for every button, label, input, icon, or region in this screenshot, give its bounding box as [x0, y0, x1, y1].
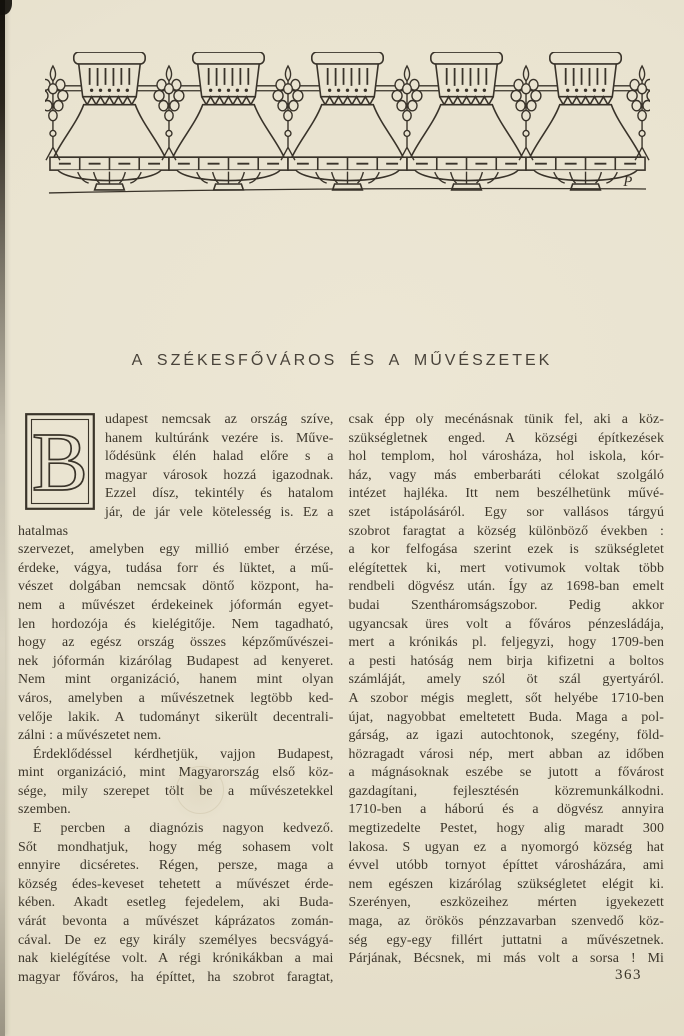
text-line: hol templom, hol városháza, hol iskola, kór-	[348, 449, 664, 465]
text-line: hözragadt városi nép, mert abban az időben	[348, 746, 664, 762]
text-line: csak épp oly mecénásnak tünik fel, aki a köz-	[348, 412, 664, 427]
text-line: sége, mily szerepet tölt be a művészetekkel	[18, 783, 334, 799]
left-column	[18, 411, 334, 987]
text-line: várát bevonta a művészet káprázatos zomán-	[18, 914, 334, 930]
text-line: len hordozója és kielégitője. Nem tagadható,	[18, 616, 334, 632]
text-line: kében. Akadt esetleg fejedelem, aki Buda-	[18, 895, 334, 911]
artist-monogram: P	[623, 173, 633, 190]
text-line: község édes-keveset tehetett a művészet érde-	[18, 876, 334, 892]
text-line: a kor felfogása szerint ezek is szükségletet	[348, 542, 664, 558]
text-line: szervezet, amelyben egy millió ember érzése,	[18, 542, 334, 558]
text-line: nem egészen kizárólag szükségletet elégit ki.	[348, 876, 664, 892]
text-line: intézet hajléka. Itt nem beszélhetünk művé-	[348, 486, 664, 502]
text-line: udapest nemcsak az ország szíve,	[105, 412, 334, 427]
drop-cap-letter: B	[31, 416, 89, 509]
text-line: újat, nagyobbat emeltetett Buda. Maga a pol-	[348, 709, 664, 725]
text-line: hanem kultúránk vezére is. Műve-	[105, 430, 334, 446]
text-line: gazdagítani, fejlesztésén közremunkálkodni.	[348, 783, 664, 799]
text-line: érdeke, vágya, tudása forr és lüktet, a mű-	[18, 560, 334, 576]
drop-cap	[25, 413, 95, 510]
text-line: Sőt mondhatjuk, hogy még sohasem volt	[18, 839, 334, 855]
text-line: szobrot faragtat a község különböző években :	[348, 523, 664, 539]
page-number: 363	[615, 967, 642, 983]
text-line: évvel utóbb tornyot építtet városházára, ami	[348, 858, 664, 874]
text-line: Szerényen, eszközeihez mérten igyekezett	[348, 895, 664, 911]
text-line: vészet dolgában nemcsak döntő központ, ha-	[18, 579, 334, 595]
text-line: lakosa. S ugyan ez a nyomorgó község hat	[348, 839, 664, 855]
text-line: jár, de jár vele kötelesség is. Ez a hatalmas	[18, 504, 334, 539]
text-line: Párjának, Bécsnek, mi más volt a sorsa ! Mi	[348, 951, 664, 967]
text-line: E percben a diagnózis nagyon kedvező.	[33, 821, 334, 837]
text-line: lődésünk élén halad előre s a	[105, 449, 334, 465]
text-line: velője lakik. A tudományt sikerült decentrali-	[18, 709, 334, 725]
paper-stain	[176, 766, 224, 814]
text-line: rendbeli dögvész után. Így az 1698-ban emelt	[348, 579, 664, 595]
text-line: Nem mint organizáció, hanem mint olyan	[18, 672, 334, 688]
text-line: magyar főváros, ha építtet, ha szobrot faragtat,	[18, 969, 334, 985]
text-line: nek jóformán kizárólag Budapest ad kenyeret.	[18, 653, 334, 669]
text-line: a mágnásoknak eszébe se jutott a fővárost	[348, 765, 664, 781]
text-line: mint organizáció, mint Magyarország első köz-	[18, 765, 334, 781]
text-line: ház, vagy más emberbaráti célokat szolgáló	[348, 467, 664, 483]
scan-corner-blot	[0, 0, 12, 15]
text-line: nak kielégítése volt. A régi krónikákban a mai	[18, 951, 334, 967]
text-line: zálni : a művészetet nem.	[18, 728, 162, 744]
text-line: szet istápolásáról. Egy sor vallásos tárgyú	[348, 504, 664, 520]
text-line: A szobor mégis meglett, sőt helyébe 1710-ben	[348, 690, 664, 706]
text-line: nem a művészet érdekeinek jóformán egyet-	[18, 597, 334, 613]
text-line: megtizedelte Pestet, hogy alig maradt 300	[348, 821, 664, 837]
article-body	[18, 411, 664, 987]
text-line: a pesti hatóság nem birja kifizetni a boltos	[348, 653, 664, 669]
article-title: A SZÉKESFŐVÁROS ÉS A MŰVÉSZETEK	[131, 352, 553, 369]
text-line: Érdeklődéssel kérdhetjük, vajjon Budapest,	[33, 746, 334, 762]
text-line: hogy az egész ország összes képzőművészei-	[18, 635, 334, 651]
text-line: ség egy-egy fillért juttatni a művészetnek.	[348, 932, 664, 948]
scan-edge-shadow	[0, 0, 5, 1036]
text-line: gárság, az igazi autochtonok, szegény, föld-	[348, 728, 664, 744]
text-line: város, amelyben a művészetnek legtöbb ked-	[18, 690, 334, 706]
text-line: Ezzel dísz, tekintély és hatalom	[105, 486, 334, 502]
text-line: számláját, amely szól öt szál gyertyáról.	[348, 672, 664, 688]
ornamental-frieze-illustration	[45, 52, 650, 197]
text-line: 1710-ben a háború és a dögvész annyira	[348, 802, 664, 818]
text-line: szemben.	[18, 802, 71, 818]
text-line: magyar városok hozzá igazodnak.	[105, 467, 334, 483]
text-line: szükségletnek enged. A községi építkezések	[348, 430, 664, 446]
text-line: budai Szentháromságszobor. Pedig akkor	[348, 597, 664, 613]
text-line: ennyire dicséretes. Régen, persze, maga a	[18, 858, 334, 874]
text-line: mert a krónikás pl. feljegyzi, hogy 1709-ben	[348, 635, 664, 651]
text-line: cával. De ez egy király személyes becsvágyá-	[18, 932, 334, 948]
text-line: maga, az örökös pénzzavarban szenvedő köz-	[348, 914, 664, 930]
text-line: elégítettek ki, mert votivumok voltak több	[348, 560, 664, 576]
text-line: ugyancsak üres volt a főváros pénzesládája,	[348, 616, 664, 632]
right-column	[349, 411, 665, 987]
